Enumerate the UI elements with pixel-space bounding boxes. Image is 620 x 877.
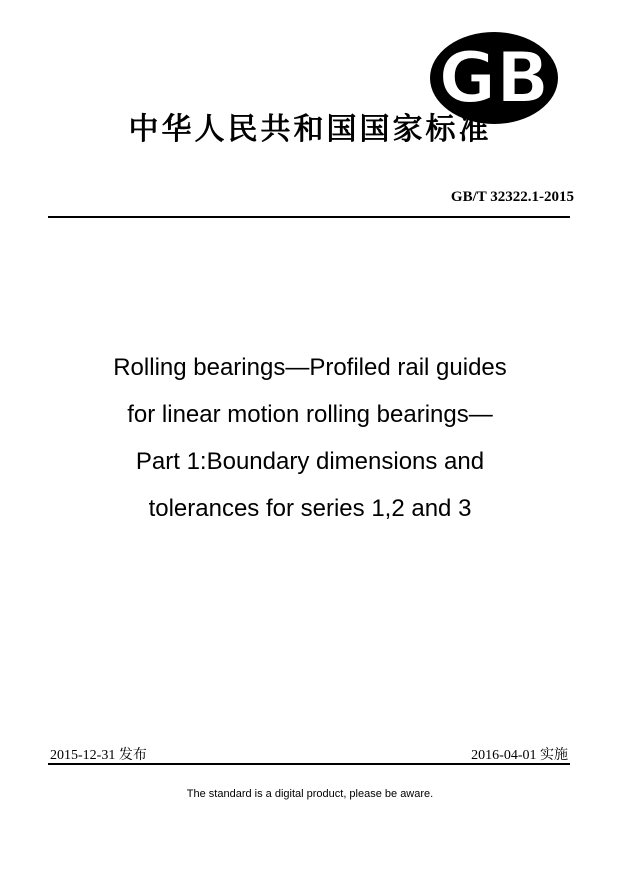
digital-product-notice: The standard is a digital product, please be aware. [186, 788, 434, 800]
title-line: tolerances for series 1,2 and 3 [148, 495, 472, 522]
title-line: Rolling bearings—Profiled rail guides [113, 354, 507, 381]
bottom-divider [48, 763, 570, 765]
top-divider [48, 216, 570, 218]
standard-number: GB/T 32322.1-2015 [450, 189, 574, 205]
title-line: for linear motion rolling bearings— [127, 401, 493, 428]
svg-text:GB: GB [438, 37, 550, 119]
document-title [40, 344, 580, 532]
issue-date: 2015-12-31 发布 [50, 748, 147, 763]
issuing-organization: 中华人民共和国国家标准 [128, 112, 492, 147]
title-line: Part 1:Boundary dimensions and [135, 448, 485, 475]
implementation-date: 2016-04-01 实施 [471, 748, 568, 763]
